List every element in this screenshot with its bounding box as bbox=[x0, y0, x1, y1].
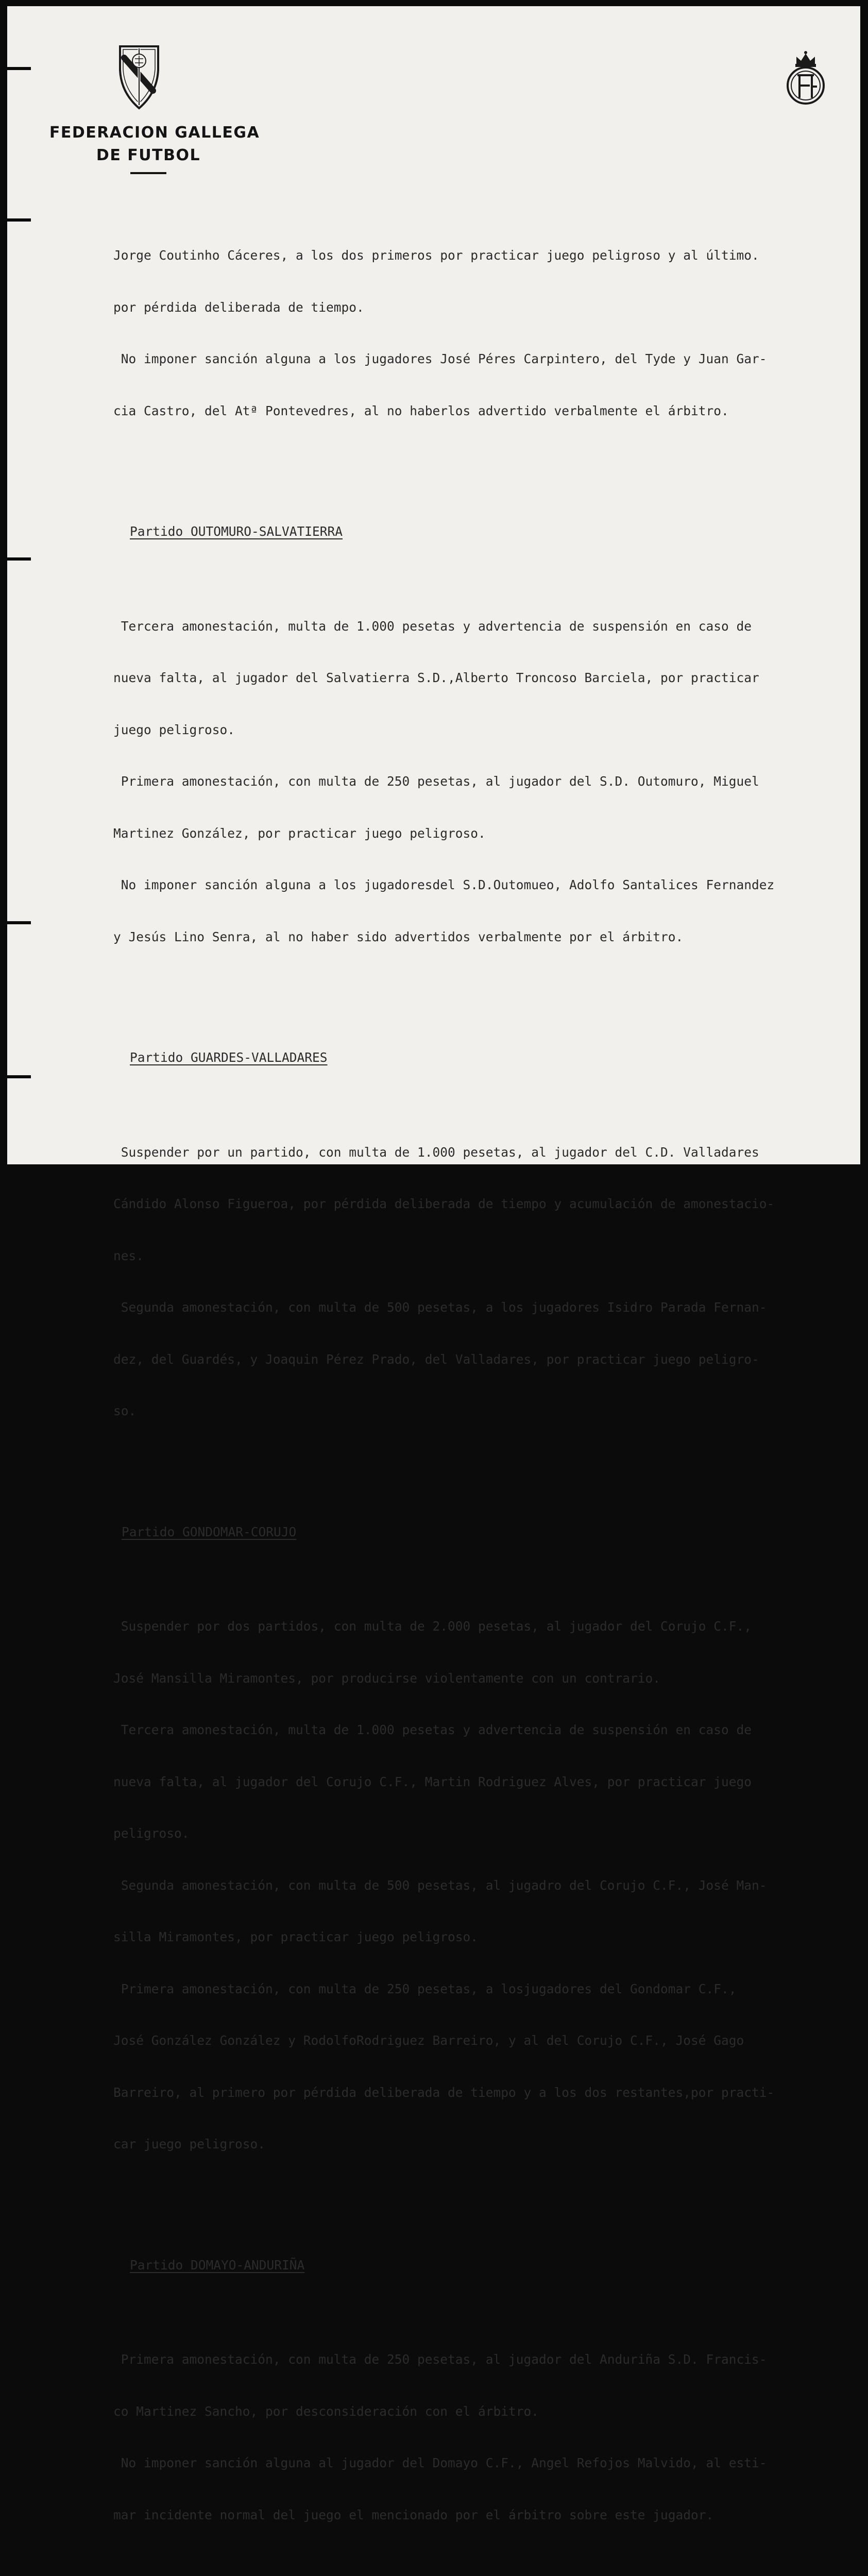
text-line: mar incidente normal del juego el mencionado por el árbitro sobre este jugador. bbox=[113, 2507, 714, 2522]
text-line: peligroso. bbox=[113, 1826, 190, 1841]
match-heading: Partido GUARDES-VALLADARES bbox=[130, 1050, 328, 1065]
text-line: No imponer sanción alguna al jugador del Domayo C.F., Angel Refojos Malvido, al esti- bbox=[113, 2455, 767, 2470]
text-line: car juego peligroso. bbox=[113, 2137, 266, 2151]
text-line: Martinez González, por practicar juego peligroso. bbox=[113, 825, 486, 841]
text-line: Segunda amonestación, con multa de 500 pesetas, a los jugadores Isidro Parada Fernan- bbox=[113, 1300, 767, 1315]
text-line: Suspender por dos partidos, con multa de 2.000 pesetas, al jugador del Corujo C.F., bbox=[113, 1619, 752, 1634]
text-line: Jorge Coutinho Cáceres, a los dos primeros por practicar juego peligroso y al último. bbox=[113, 248, 759, 263]
text-line: No imponer sanción alguna a los jugadores José Péres Carpintero, del Tyde y Juan Gar- bbox=[113, 351, 767, 366]
text-line: por pérdida deliberada de tiempo. bbox=[113, 299, 364, 315]
text-line: Suspender por un partido, con multa de 1.000 pesetas, al jugador del C.D. Valladares bbox=[113, 1144, 759, 1160]
binder-hole-mark bbox=[7, 67, 31, 70]
text-line: Barreiro, al primero por pérdida deliberada de tiempo y a los dos restantes,por practi- bbox=[113, 2084, 775, 2100]
text-line: José González González y RodolfoRodriguez Barreiro, y al del Corujo C.F., José Gago bbox=[113, 2033, 744, 2048]
text-line: Primera amonestación, con multa de 250 pesetas, al jugador del S.D. Outomuro, Miguel bbox=[113, 774, 759, 789]
text-line: Primera amonestación, con multa de 250 pesetas, a losjugadores del Gondomar C.F., bbox=[113, 1981, 737, 1996]
match-heading: Partido OUTOMURO-SALVATIERRA bbox=[130, 524, 343, 539]
text-line: Tercera amonestación, multa de 1.000 pesetas y advertencia de suspensión en caso de bbox=[113, 1722, 752, 1737]
text-line: nueva falta, al jugador del Corujo C.F., Martin Rodriguez Alves, por practicar juego bbox=[113, 1774, 752, 1789]
federation-shield-emblem-icon bbox=[117, 43, 161, 110]
text-line: cia Castro, del Atª Pontevedres, al no haberlos advertido verbalmente el árbitro. bbox=[113, 403, 729, 418]
organization-name-line1: FEDERACION GALLEGA bbox=[49, 124, 260, 142]
text-line: nes. bbox=[113, 1248, 144, 1263]
binder-hole-mark bbox=[7, 1075, 31, 1078]
text-line: dez, del Guardés, y Joaquin Pérez Prado, del Valladares, por practicar juego peligro- bbox=[113, 1351, 759, 1367]
binder-hole-mark bbox=[7, 218, 31, 222]
letterhead bbox=[41, 43, 268, 174]
text-line: silla Miramontes, por practicar juego peligroso. bbox=[113, 1929, 479, 1944]
match-heading: Partido DOMAYO-ANDURIÑA bbox=[130, 2257, 305, 2273]
text-line: so. bbox=[113, 1403, 137, 1418]
text-line: nueva falta, al jugador del Salvatierra S.D.,Alberto Troncoso Barciela, por practicar bbox=[113, 670, 759, 685]
text-line: juego peligroso. bbox=[113, 722, 235, 737]
text-line: Cándido Alonso Figueroa, por pérdida deliberada de tiempo y acumulación de amonestacio- bbox=[113, 1196, 775, 1211]
document-page bbox=[7, 6, 860, 2522]
text-line: y Jesús Lino Senra, al no haber sido advertidos verbalmente por el árbitro. bbox=[113, 929, 684, 944]
text-line: José Mansilla Miramontes, por producirse violentamente con un contrario. bbox=[113, 1670, 661, 1686]
organization-name-line2: DE FUTBOL bbox=[96, 146, 201, 164]
match-heading: Partido GONDOMAR-CORUJO bbox=[122, 1524, 297, 1539]
letterhead-rule bbox=[130, 172, 166, 174]
text-line: Segunda amonestación, con multa de 500 pesetas, al jugadro del Corujo C.F., José Man- bbox=[113, 1877, 767, 1893]
document-body bbox=[113, 212, 855, 2576]
text-line: Tercera amonestación, multa de 1.000 pesetas y advertencia de suspensión en caso de bbox=[113, 618, 752, 634]
text-line: co Martinez Sancho, por desconsideración con el árbitro. bbox=[113, 2403, 539, 2419]
text-line: No imponer sanción alguna a los jugadoresdel S.D.Outomueo, Adolfo Santalices Fernandez bbox=[113, 877, 775, 892]
binder-hole-mark bbox=[7, 921, 31, 924]
crowned-fef-crest-icon bbox=[784, 48, 827, 106]
text-line: Primera amonestación, con multa de 250 pesetas, al jugador del Anduriña S.D. Francis- bbox=[113, 2352, 767, 2367]
binder-hole-mark bbox=[7, 557, 31, 561]
